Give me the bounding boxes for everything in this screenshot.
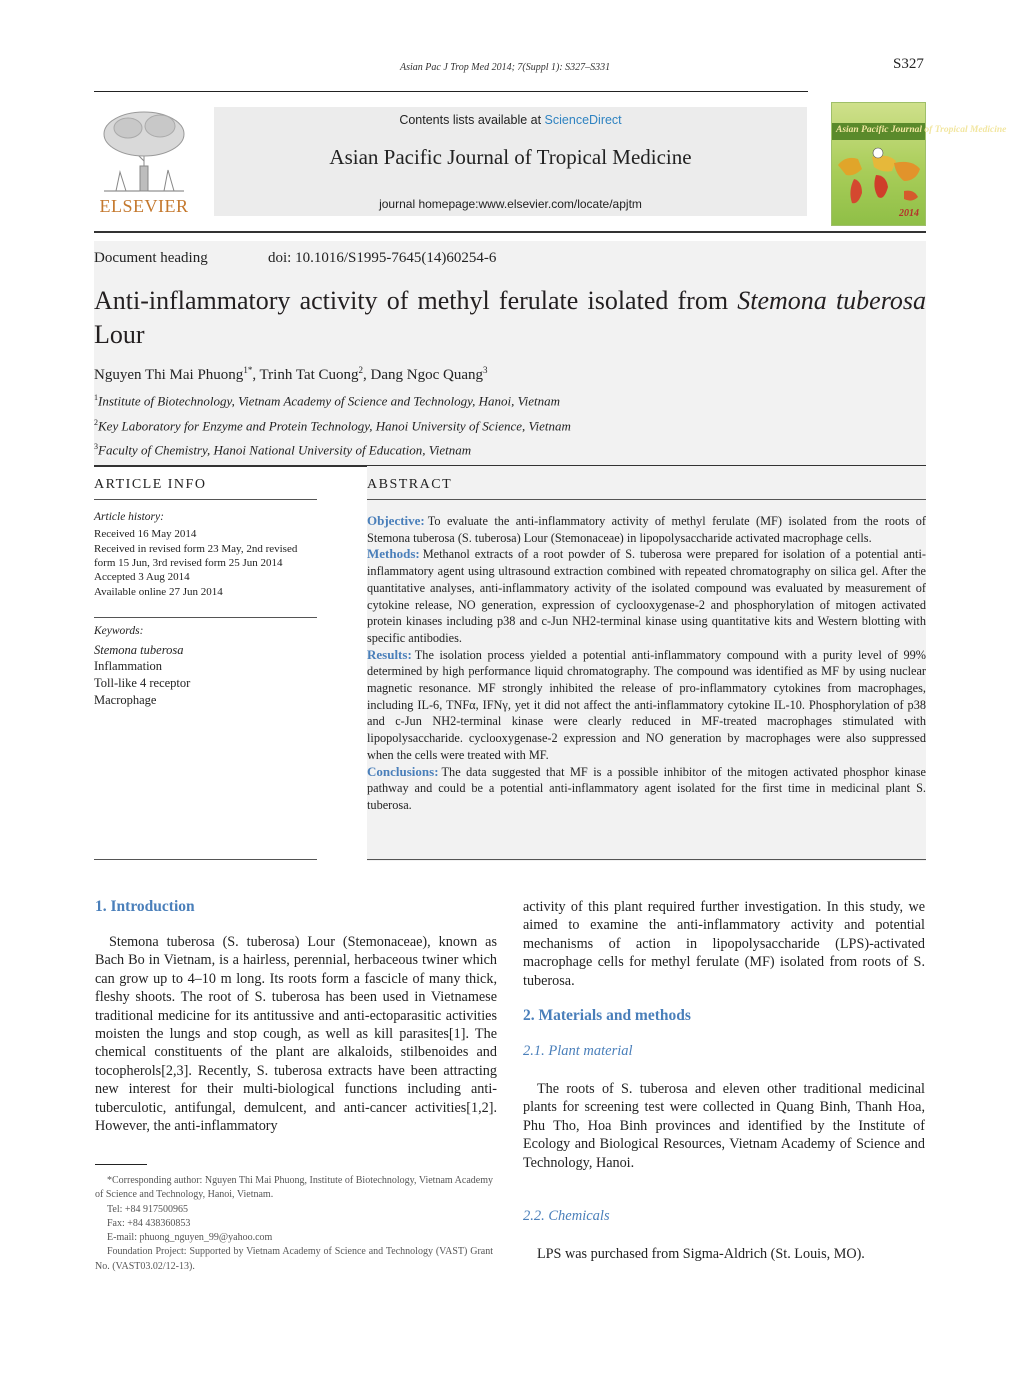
affiliation-sup: 1	[94, 393, 98, 402]
results-label: Results:	[367, 646, 412, 662]
subsection-heading-plant: 2.1. Plant material	[523, 1043, 633, 1059]
abstract-conclusions	[367, 764, 926, 814]
affiliation-sup: 2	[94, 418, 98, 427]
section-heading-methods: 2. Materials and methods	[523, 1007, 691, 1024]
author-sup: 2	[358, 365, 364, 375]
header-rule	[94, 91, 808, 92]
abstract-results	[367, 647, 926, 764]
footnote-rule	[95, 1164, 147, 1165]
methods-label: Methods:	[367, 546, 420, 562]
contents-prefix: Contents lists available at	[399, 113, 545, 127]
sciencedirect-link[interactable]: ScienceDirect	[544, 113, 622, 127]
intro-paragraph: Stemona tuberosa (S. tuberosa) Lour (Stemonaceae), known as Bach Bo in Vietnam, is a hairless, perennial, herbaceous twiner which can grow up to 4–10 m long. Its roots form a fascicle of many thick, fleshy shoots. The root of S. tuberosa has been used in Vietnamese traditional medicine for its antitussive and anti-ectoparasitic activities moisten the lungs and stop cough, as well as kill parasites[1]. The chemical constituents of the plant are alkaloids, stilbenoides and tocopherols[2,3]. Recently, S. tuberosa extracts have been attracting new interest for their multi-biological functions including anti-tuberculotic, antifungal, demulcent, and anti-cancer activities[1,2]. However, the anti-inflammatory	[95, 934, 497, 1135]
cover-title: Asian Pacific Journal of Tropical Medicine	[836, 125, 1007, 135]
article-info-bottom-rule	[94, 859, 317, 860]
footnote-funding: Foundation Project: Supported by Vietnam Academy of Science and Technology (VAST) Grant No. (VAST03.02/12-13).	[95, 1246, 493, 1272]
keyword: Macrophage	[94, 693, 157, 707]
history-line: Available online 27 Jun 2014	[94, 586, 223, 598]
title-part-2: Lour	[94, 320, 145, 349]
subsection-heading-chemicals: 2.2. Chemicals	[523, 1208, 610, 1224]
objective-label: Objective:	[367, 513, 425, 528]
keywords-rule	[94, 617, 317, 618]
conclusions-label: Conclusions:	[367, 763, 439, 779]
journal-banner	[214, 107, 807, 216]
history-line: Received in revised form 23 May, 2nd revised	[94, 543, 298, 555]
footnotes	[95, 1174, 493, 1274]
author-name: Trinh Tat Cuong	[259, 367, 359, 383]
methods-text: Methanol extracts of a root powder of S. tuberosa were prepared for isolation of a potential anti-inflammatory agent using ultrasound extraction combined with repeated chromatography on silica gel. After the quantitative analyses, anti-inflammatory activity of the isolated compound was evaluated by measurement of cytokine release, NO generation, expression of cyclooxygenase-2 and phosphorylation of mitogen activated protein kinases including p38 and c-Jun NH2-terminal kinase using quantitative kits and Western blotting with specific antibodies.	[367, 547, 926, 645]
intro-paragraph-continued: activity of this plant required further investigation. In this study, we aimed to examine the anti-inflammatory activity and potential mechanisms of action in lipopolysaccharide (LPS)-activated macrophage cells for methyl ferulate (MF) isolated from roots of S. tuberosa.	[523, 899, 925, 989]
footnote-corresponding: *Corresponding author: Nguyen Thi Mai Phuong, Institute of Biotechnology, Vietnam Academy of Science and Technology, Hanoi, Vietnam.	[95, 1175, 493, 1201]
affiliation-text: Institute of Biotechnology, Vietnam Academy of Science and Technology, Hanoi, Vietnam	[98, 393, 561, 409]
page-number: S327	[893, 56, 924, 72]
abstract-heading: ABSTRACT	[367, 477, 453, 492]
journal-name: Asian Pacific Journal of Tropical Medicine	[329, 145, 692, 169]
elsevier-tree-icon	[94, 106, 194, 196]
article-title	[94, 284, 926, 352]
history-line: Received 16 May 2014	[94, 528, 197, 540]
article-info-rule	[94, 499, 317, 500]
history-label: Article history:	[94, 511, 164, 523]
document-heading: Document heading	[94, 250, 208, 266]
affiliation	[94, 418, 571, 434]
footnote-tel: Tel: +84 917500965	[107, 1203, 189, 1215]
affiliation	[94, 393, 560, 409]
article-info	[94, 466, 317, 861]
title-species: Stemona tuberosa	[737, 286, 926, 315]
abstract-objective	[367, 513, 926, 546]
section-heading-introduction: 1. Introduction	[95, 898, 195, 915]
doi[interactable]: doi: 10.1016/S1995-7645(14)60254-6	[268, 250, 497, 266]
running-head	[0, 56, 1020, 78]
abstract	[367, 466, 926, 861]
author-sup: 1*	[243, 365, 253, 375]
footnote-email[interactable]: E-mail: phuong_nguyen_99@yahoo.com	[107, 1232, 273, 1244]
conclusions-text: The data suggested that MF is a possible inhibitor of the mitogen activated phosphor kinase pathway and could be a potential anti-inflammatory agent isolated for the first time in medicinal plant S. tuberosa.	[367, 764, 926, 812]
journal-homepage[interactable]: journal homepage:www.elsevier.com/locate/apjtm	[379, 197, 642, 211]
author-name: Dang Ngoc Quang	[370, 367, 484, 383]
journal-citation: Asian Pac J Trop Med 2014; 7(Suppl 1): S327–S331	[400, 62, 611, 73]
contents-line	[214, 113, 807, 127]
elsevier-wordmark: ELSEVIER	[99, 196, 189, 216]
body-right-column	[523, 898, 925, 990]
affiliation-text: Faculty of Chemistry, Hanoi National University of Education, Vietnam	[98, 442, 472, 458]
objective-text: To evaluate the anti-inflammatory activity of methyl ferulate (MF) isolated from the roots of Stemona tuberosa (S. tuberosa) Lour (Stemonaceae) in lipopolysaccharide activated macrophage cells.	[367, 514, 926, 545]
title-block	[94, 241, 926, 467]
affiliation-sup: 3	[94, 442, 98, 451]
results-text: The isolation process yielded a potential anti-inflammatory compound with a purity level of 99% determined by high performance liquid chromatography. The compound was identified as MF by using nuclear magnetic resonance. MF strongly inhibited the release of pro-inflammatory cytokines from macrophages, including IL-6, TNFα, IFNγ, yet it did not affect the anti-inflammatory cytokine IL-10. Phosphorylation of p38 and c-Jun NH2-terminal kinase were clearly reduced in MF-treated macrophages stimulated with lipopolysaccharide. cyclooxygenase-2 expression and NO generation by macrophages were also suppressed when the cells were treated with MF.	[367, 647, 926, 762]
title-rule	[94, 231, 926, 233]
chemicals-text	[523, 1245, 925, 1263]
affiliation-text: Key Laboratory for Enzyme and Protein Technology, Hanoi University of Science, Vietnam	[98, 418, 571, 434]
abstract-methods	[367, 546, 926, 646]
abstract-rule	[367, 499, 926, 500]
keyword: Stemona tuberosa	[94, 643, 184, 657]
article-info-heading: ARTICLE INFO	[94, 477, 207, 492]
title-part-1: Anti-inflammatory activity of methyl ferulate isolated from	[94, 286, 738, 315]
journal-cover	[831, 102, 1007, 226]
cover-year: 2014	[899, 208, 919, 219]
history-line: form 15 Jun, 3rd revised form 25 Jun 2014	[94, 557, 283, 569]
footnote-fax: Fax: +84 438360853	[107, 1217, 191, 1229]
plant-material-text	[523, 1080, 925, 1172]
body-left-column	[95, 933, 497, 1135]
elsevier-logo	[94, 106, 194, 218]
history-line: Accepted 3 Aug 2014	[94, 571, 190, 583]
world-map-icon	[832, 147, 925, 217]
keyword: Inflammation	[94, 659, 163, 673]
author-sup: 3	[483, 365, 488, 375]
abstract-text	[367, 513, 926, 814]
abstract-bottom-rule	[367, 859, 926, 860]
author-name: Nguyen Thi Mai Phuong	[94, 367, 244, 383]
chemicals-paragraph: LPS was purchased from Sigma-Aldrich (St. Louis, MO).	[537, 1246, 865, 1262]
keyword: Toll-like 4 receptor	[94, 676, 191, 690]
affiliation	[94, 442, 471, 458]
plant-paragraph: The roots of S. tuberosa and eleven other traditional medicinal plants for screening test were collected in Quang Binh, Thanh Hoa, Phu Tho, Hoa Binh provinces and identified by the Institute of Ecology and Biological Resources, Vietnam Academy of Science and Technology, Hanoi.	[523, 1081, 925, 1171]
keywords-label: Keywords:	[94, 625, 144, 637]
author-list: Nguyen Thi Mai Phuong$^{1*}$, Trinh Tat Cuong$^2$, Dang Ngoc Quang$^3$	[94, 365, 488, 383]
